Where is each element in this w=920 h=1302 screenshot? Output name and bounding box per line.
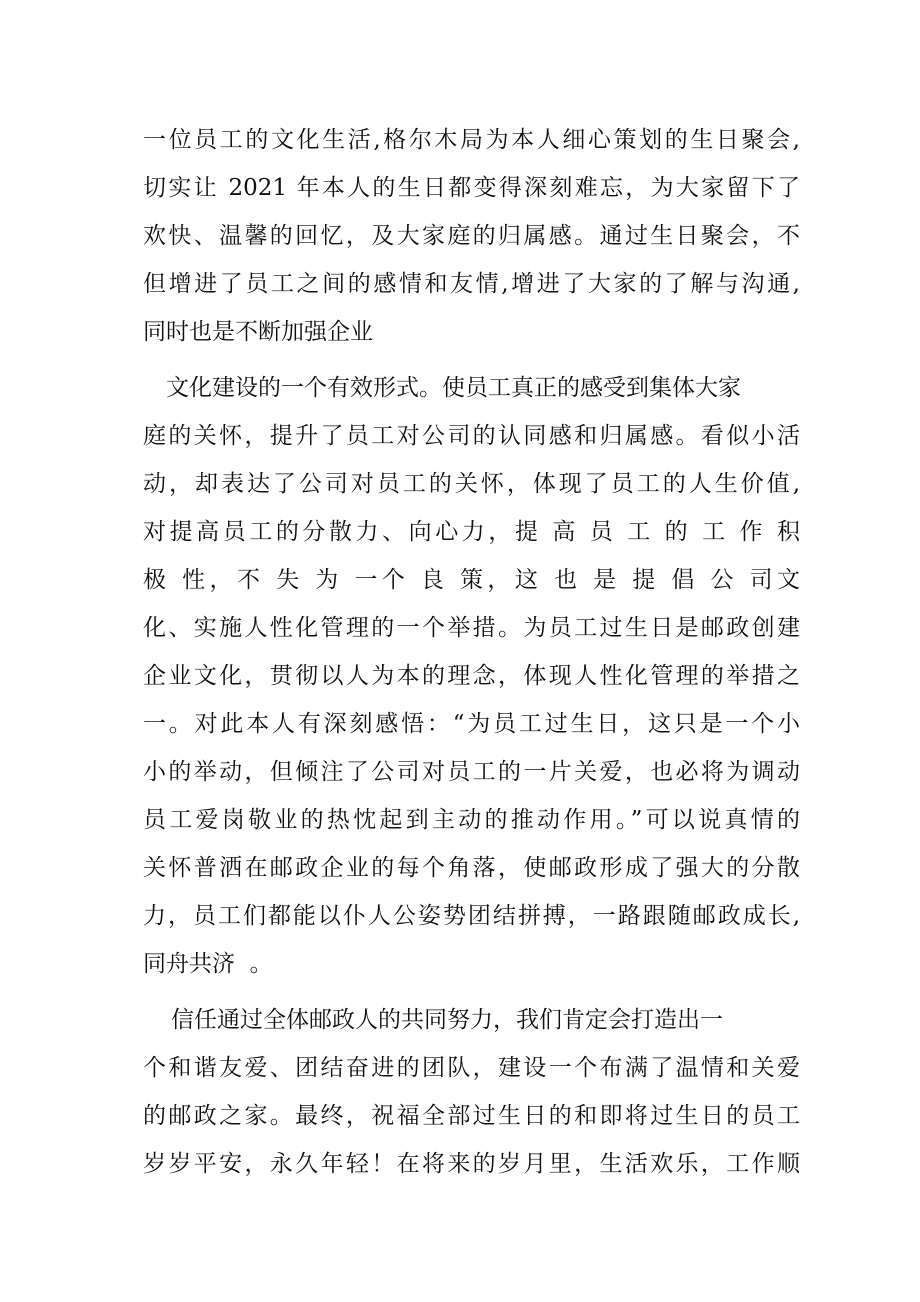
text-line: 同舟共济 。 <box>143 951 273 977</box>
paragraph-3 <box>143 996 803 1188</box>
paragraph-2 <box>143 364 803 988</box>
text-line: 一。对此本人有深刻感悟：“为员工过生日，这只是一个小 <box>143 711 800 737</box>
text-line: 化、实施人性化管理的一个举措。为员工过生日是邮政创建 <box>143 615 800 641</box>
text-line: 个和谐友爱、团结奋进的团队，建设一个布满了温情和关爱 <box>143 1055 800 1081</box>
text-line: 信任通过全体邮政人的共同努力，我们肯定会打造出一 <box>171 1007 723 1033</box>
text-line: 极 性，不 失 为 一个 良 策，这 也 是 提 倡 公 司文 <box>143 567 800 593</box>
text-line: 同时也是不断加强企业 <box>143 319 373 345</box>
text-line: 对提高员工的分散力、向心力，提 高 员 工 的 工 作 积 <box>143 519 800 545</box>
text-line: 动，却表达了公司对员工的关怀，体现了员工的人生价值, <box>143 471 800 497</box>
paragraph-1 <box>143 116 803 356</box>
text-line: 的邮政之家。最终，祝福全部过生日的和即将过生日的员工 <box>143 1103 800 1129</box>
text-line: 切实让 2021 年本人的生日都变得深刻难忘，为大家留下了 <box>143 175 800 201</box>
text-line: 员工爱岗敬业的热忱起到主动的推动作用。”可以说真情的 <box>143 807 800 833</box>
text-line: 欢快、温馨的回忆，及大家庭的归属感。通过生日聚会，不 <box>143 223 800 249</box>
text-line: 力，员工们都能以仆人公姿势团结拼搏，一路跟随邮政成长, <box>143 903 800 929</box>
text-line: 一位员工的文化生活,格尔木局为本人细心策划的生日聚会, <box>143 127 800 153</box>
text-line: 岁岁平安，永久年轻！在将来的岁月里，生活欢乐，工作顺 <box>143 1151 800 1177</box>
text-line: 企业文化，贯彻以人为本的理念，体现人性化管理的举措之 <box>143 663 800 689</box>
text-line: 文化建设的一个有效形式。使员工真正的感受到集体大家 <box>166 375 741 401</box>
text-line: 小的举动，但倾注了公司对员工的一片关爱，也必将为调动 <box>143 759 800 785</box>
document-body <box>143 116 803 1188</box>
text-line: 关怀普洒在邮政企业的每个角落，使邮政形成了强大的分散 <box>143 855 800 881</box>
text-line: 但增进了员工之间的感情和友情,增进了大家的了解与沟通, <box>143 271 800 297</box>
text-line: 庭的关怀，提升了员工对公司的认同感和归属感。看似小活 <box>143 423 800 449</box>
